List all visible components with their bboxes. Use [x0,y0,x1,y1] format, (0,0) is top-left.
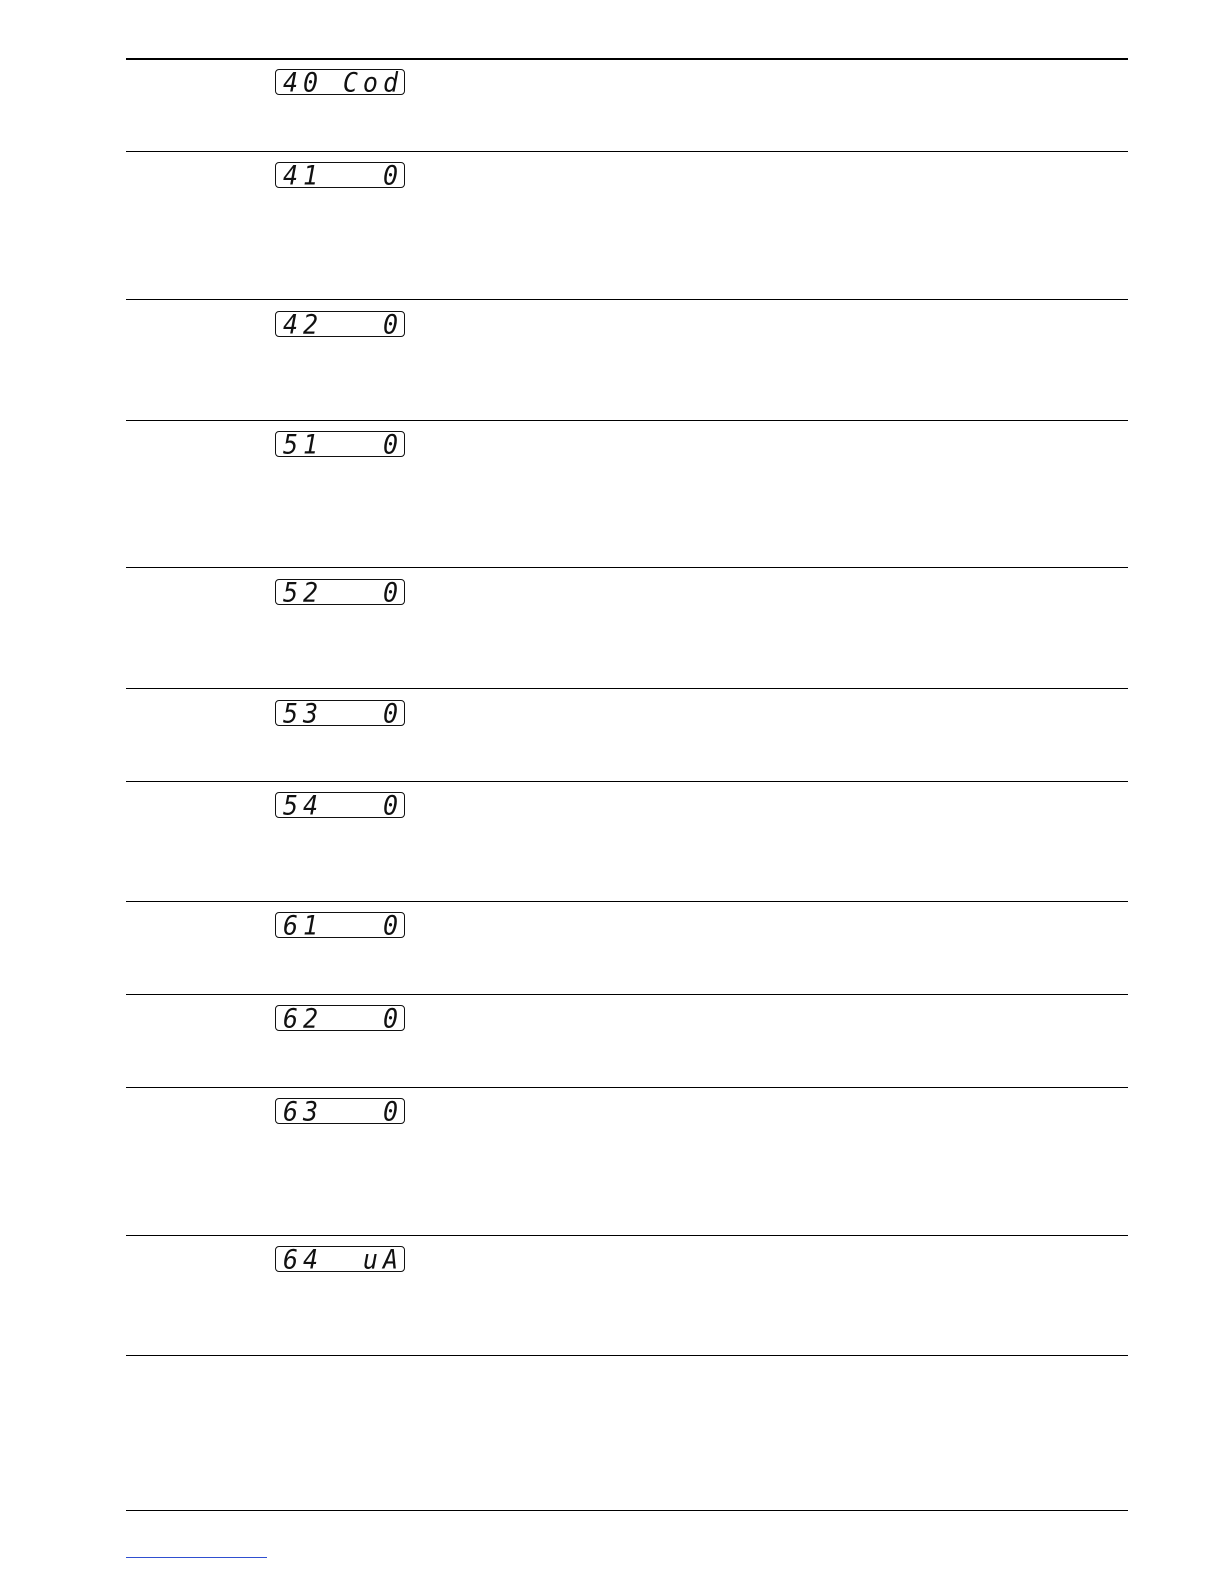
lcd-display-42 [275,309,405,340]
row-divider [126,420,1128,421]
lcd-value: uA [362,1244,403,1275]
lcd-display-52 [275,577,405,608]
table-bottom-rule [126,1510,1128,1511]
lcd-value: 0 [382,790,403,821]
lcd-display-61 [275,910,405,941]
lcd-code: 54 [283,790,324,821]
lcd-display-40 [275,67,405,98]
lcd-value: 0 [382,309,403,340]
lcd-code: 41 [283,160,324,191]
lcd-display-51 [275,429,405,460]
lcd-display-53 [275,698,405,729]
row-divider [126,1355,1128,1356]
lcd-code: 42 [283,309,324,340]
row-divider [126,299,1128,300]
lcd-code: 62 [283,1003,324,1034]
row-divider [126,1235,1128,1236]
row-divider [126,567,1128,568]
lcd-code: 52 [283,577,324,608]
lcd-value: 0 [382,1003,403,1034]
lcd-value: 0 [382,1096,403,1127]
row-divider [126,1087,1128,1088]
lcd-display-54 [275,790,405,821]
lcd-value: 0 [382,577,403,608]
row-divider [126,151,1128,152]
lcd-value: 0 [382,910,403,941]
row-divider [126,781,1128,782]
lcd-display-63 [275,1096,405,1127]
row-divider [126,994,1128,995]
table-top-rule [126,58,1128,60]
lcd-value: Cod [342,67,403,98]
lcd-display-62 [275,1003,405,1034]
lcd-code: 51 [283,429,324,460]
row-divider [126,688,1128,689]
lcd-code: 40 [283,67,324,98]
lcd-code: 53 [283,698,324,729]
lcd-display-41 [275,160,405,191]
lcd-display-64 [275,1244,405,1275]
lcd-code: 61 [283,910,324,941]
lcd-code: 63 [283,1096,324,1127]
row-divider [126,901,1128,902]
lcd-value: 0 [382,160,403,191]
lcd-code: 64 [283,1244,324,1275]
lcd-value: 0 [382,698,403,729]
footer-link-underline [126,1557,267,1558]
lcd-value: 0 [382,429,403,460]
